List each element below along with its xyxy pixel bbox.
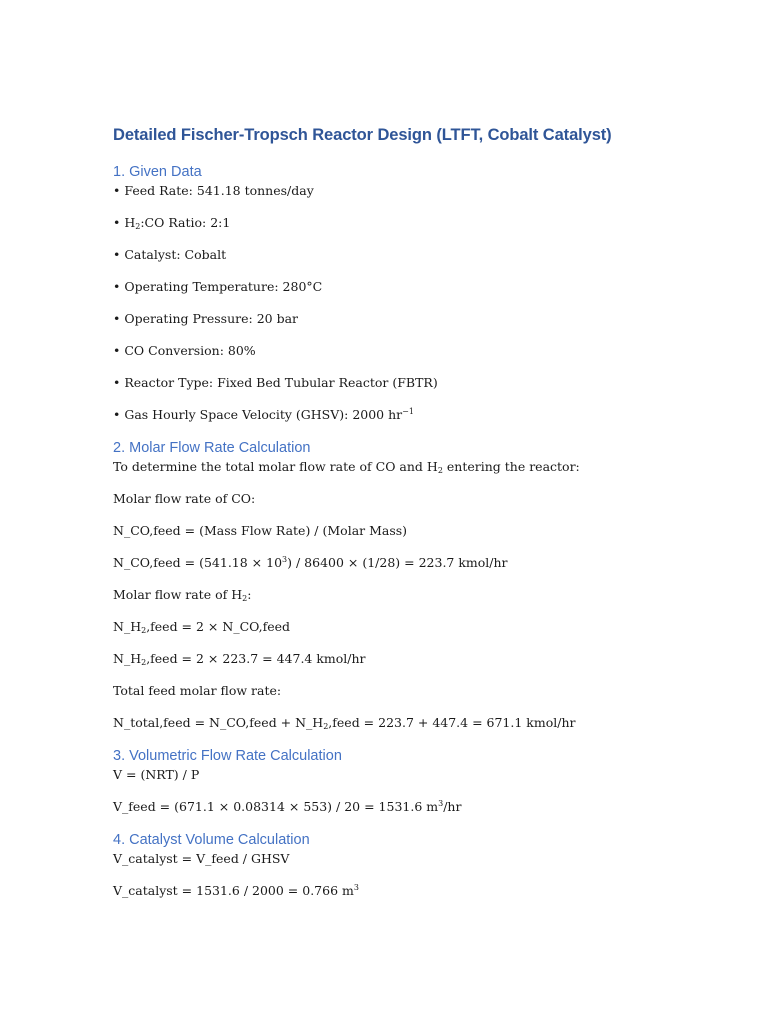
co-flow-equation-1: N_CO,feed = (Mass Flow Rate) / (Molar Mass) (113, 523, 408, 538)
catalyst-equation-1: V_catalyst = V_feed / GHSV (113, 851, 290, 866)
section-heading-volumetric-flow: 3. Volumetric Flow Rate Calculation (113, 748, 342, 764)
co-flow-equation-2 (113, 554, 713, 572)
h2-eq1-text-a: N_H (113, 619, 142, 634)
pressure-item: • Operating Pressure: 20 bar (113, 311, 298, 326)
document-body (113, 124, 713, 900)
total-eq-text-a: N_total,feed = N_CO,feed + N_H (113, 715, 324, 730)
h2-label-subscript: 2 (242, 594, 248, 603)
ghsv-text: • Gas Hourly Space Velocity (GHSV): 2000 hr (113, 407, 403, 422)
molar-intro-text-b: entering the reactor: (442, 459, 580, 474)
molar-intro-subscript: 2 (437, 466, 443, 475)
volumetric-equation-2 (113, 798, 713, 816)
total-flow-label: Total feed molar flow rate: (113, 683, 282, 698)
ratio-item (113, 214, 713, 232)
section-heading-molar-flow: 2. Molar Flow Rate Calculation (113, 440, 311, 456)
co-eq2-superscript: 3 (282, 555, 288, 564)
ghsv-superscript: −1 (402, 407, 414, 416)
catalyst-equation-2 (113, 882, 713, 900)
ratio-text-b: :CO Ratio: 2:1 (140, 215, 231, 230)
h2-eq2-subscript: 2 (141, 658, 147, 667)
vol-eq2-superscript: 3 (438, 799, 444, 808)
ghsv-item (113, 406, 713, 424)
h2-flow-equation-2 (113, 650, 713, 668)
vol-eq2-text-b: /hr (443, 799, 462, 814)
h2-eq2-text-b: ,feed = 2 × 223.7 = 447.4 kmol/hr (146, 651, 366, 666)
total-flow-equation (113, 714, 713, 732)
molar-intro (113, 458, 713, 476)
document-title: Detailed Fischer-Tropsch Reactor Design (LTFT, Cobalt Catalyst) (113, 126, 612, 144)
h2-label-text-b: : (247, 587, 252, 602)
section-heading-given-data: 1. Given Data (113, 164, 202, 180)
ratio-text-a: • H (113, 215, 136, 230)
ratio-subscript: 2 (135, 222, 141, 231)
conversion-item: • CO Conversion: 80% (113, 343, 256, 358)
volumetric-equation-1: V = (NRT) / P (113, 767, 200, 782)
co-flow-label: Molar flow rate of CO: (113, 491, 256, 506)
h2-flow-equation-1 (113, 618, 713, 636)
h2-flow-label (113, 586, 713, 604)
reactor-type-item: • Reactor Type: Fixed Bed Tubular Reactor (FBTR) (113, 375, 438, 390)
molar-intro-text-a: To determine the total molar flow rate of CO and H (113, 459, 438, 474)
cat-eq2-superscript: 3 (353, 883, 359, 892)
total-eq-subscript: 2 (323, 722, 329, 731)
h2-label-text-a: Molar flow rate of H (113, 587, 243, 602)
feed-rate-item: • Feed Rate: 541.18 tonnes/day (113, 183, 314, 198)
co-eq2-text-b: ) / 86400 × (1/28) = 223.7 kmol/hr (287, 555, 508, 570)
total-eq-text-b: ,feed = 223.7 + 447.4 = 671.1 kmol/hr (328, 715, 576, 730)
h2-eq1-subscript: 2 (141, 626, 147, 635)
h2-eq1-text-b: ,feed = 2 × N_CO,feed (146, 619, 291, 634)
h2-eq2-text-a: N_H (113, 651, 142, 666)
section-heading-catalyst-volume: 4. Catalyst Volume Calculation (113, 832, 310, 848)
vol-eq2-text-a: V_feed = (671.1 × 0.08314 × 553) / 20 = 1531.6 m (113, 799, 439, 814)
cat-eq2-text: V_catalyst = 1531.6 / 2000 = 0.766 m (113, 883, 354, 898)
temperature-item: • Operating Temperature: 280°C (113, 279, 323, 294)
co-eq2-text-a: N_CO,feed = (541.18 × 10 (113, 555, 283, 570)
catalyst-item: • Catalyst: Cobalt (113, 247, 227, 262)
